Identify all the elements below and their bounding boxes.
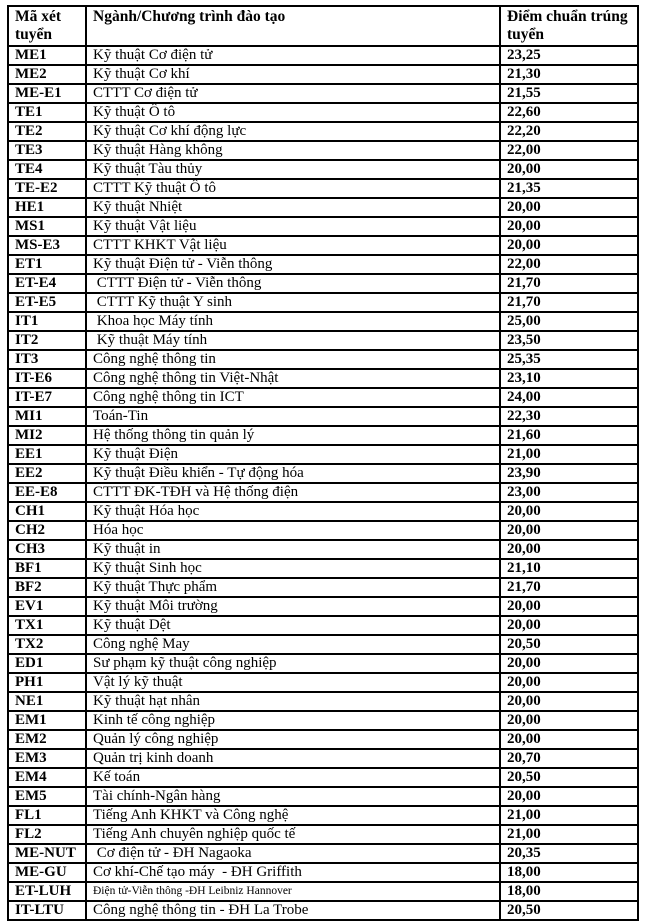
row-program-cell: CTTT ĐK-TĐH và Hệ thống điện [86,483,500,502]
row-code-cell: BF2 [8,578,86,597]
table-row [8,198,638,217]
row-program-cell: Kỹ thuật Điện [86,445,500,464]
row-score-cell: 18,00 [500,882,638,901]
row-score-cell: 20,50 [500,768,638,787]
row-score-cell: 20,00 [500,502,638,521]
row-program-cell: Cơ khí-Chế tạo máy - ĐH Griffith [86,863,500,882]
table-body [8,46,638,920]
row-code-cell: TE4 [8,160,86,179]
row-score-cell: 24,00 [500,388,638,407]
table-row [8,502,638,521]
row-code-cell: EM5 [8,787,86,806]
row-program-cell: Hệ thống thông tin quản lý [86,426,500,445]
table-row [8,103,638,122]
row-score-cell: 22,30 [500,407,638,426]
table-row [8,768,638,787]
row-program-cell: CTTT KHKT Vật liệu [86,236,500,255]
table-row [8,711,638,730]
table-row [8,236,638,255]
row-code-cell: CH3 [8,540,86,559]
row-code-cell: IT-E6 [8,369,86,388]
row-code-cell: ET-E5 [8,293,86,312]
table-row [8,217,638,236]
row-program-cell: Kỹ thuật Điện tử - Viễn thông [86,255,500,274]
table-row [8,863,638,882]
row-code-cell: ET-E4 [8,274,86,293]
row-code-cell: MS1 [8,217,86,236]
row-code-cell: FL2 [8,825,86,844]
row-score-cell: 23,50 [500,331,638,350]
table-row [8,844,638,863]
row-program-cell: Kỹ thuật in [86,540,500,559]
table-row [8,540,638,559]
row-program-cell: Kỹ thuật Máy tính [86,331,500,350]
row-score-cell: 22,00 [500,141,638,160]
table-row [8,749,638,768]
row-program-cell: CTTT Kỹ thuật Y sinh [86,293,500,312]
row-program-cell: Kỹ thuật Hóa học [86,502,500,521]
row-program-cell: Kỹ thuật Nhiệt [86,198,500,217]
row-code-cell: EM1 [8,711,86,730]
table-row [8,787,638,806]
row-code-cell: EE1 [8,445,86,464]
table-row [8,46,638,65]
row-code-cell: CH2 [8,521,86,540]
row-code-cell: EE2 [8,464,86,483]
row-score-cell: 21,60 [500,426,638,445]
row-program-cell: Kinh tế công nghiệp [86,711,500,730]
row-code-cell: MI1 [8,407,86,426]
table-row [8,559,638,578]
table-row [8,331,638,350]
table-row [8,616,638,635]
row-code-cell: MI2 [8,426,86,445]
row-program-cell: CTTT Cơ điện tử [86,84,500,103]
row-program-cell: Công nghệ thông tin ICT [86,388,500,407]
table-row [8,274,638,293]
row-score-cell: 20,35 [500,844,638,863]
row-program-cell: Kỹ thuật Tàu thủy [86,160,500,179]
row-score-cell: 21,55 [500,84,638,103]
row-code-cell: ED1 [8,654,86,673]
table-row [8,369,638,388]
table-row [8,597,638,616]
row-score-cell: 23,00 [500,483,638,502]
row-code-cell: FL1 [8,806,86,825]
row-code-cell: TX1 [8,616,86,635]
row-program-cell: Kỹ thuật Hàng không [86,141,500,160]
row-program-cell: Cơ điện tử - ĐH Nagaoka [86,844,500,863]
row-code-cell: ET1 [8,255,86,274]
row-code-cell: TE2 [8,122,86,141]
row-program-cell: Kỹ thuật Vật liệu [86,217,500,236]
row-code-cell: CH1 [8,502,86,521]
row-score-cell: 21,35 [500,179,638,198]
row-score-cell: 22,60 [500,103,638,122]
row-score-cell: 20,00 [500,597,638,616]
row-score-cell: 20,00 [500,616,638,635]
table-row [8,692,638,711]
table-row [8,901,638,920]
row-score-cell: 21,10 [500,559,638,578]
row-program-cell: Kỹ thuật Điều khiển - Tự động hóa [86,464,500,483]
table-row [8,141,638,160]
row-score-cell: 20,00 [500,217,638,236]
row-program-cell: Kỹ thuật Ô tô [86,103,500,122]
row-score-cell: 20,00 [500,787,638,806]
table-row [8,445,638,464]
row-program-cell: Tài chính-Ngân hàng [86,787,500,806]
col-header-score: Điểm chuẩn trúng tuyển [500,6,638,46]
row-code-cell: EM3 [8,749,86,768]
row-code-cell: IT-E7 [8,388,86,407]
table-row [8,464,638,483]
row-program-cell: Công nghệ thông tin - ĐH La Trobe [86,901,500,920]
row-program-cell: Kỹ thuật Cơ khí động lực [86,122,500,141]
row-score-cell: 20,00 [500,711,638,730]
row-score-cell: 21,00 [500,445,638,464]
row-code-cell: ME2 [8,65,86,84]
table-row [8,825,638,844]
row-program-cell: Kỹ thuật Thực phẩm [86,578,500,597]
row-code-cell: BF1 [8,559,86,578]
row-code-cell: ME-NUT [8,844,86,863]
table-row [8,730,638,749]
row-score-cell: 20,00 [500,198,638,217]
table-row [8,654,638,673]
header-row [8,6,638,46]
admission-scores-table [7,5,639,921]
row-score-cell: 21,00 [500,825,638,844]
table-row [8,521,638,540]
row-score-cell: 21,70 [500,274,638,293]
row-score-cell: 21,30 [500,65,638,84]
table-row [8,407,638,426]
row-code-cell: HE1 [8,198,86,217]
table-row [8,160,638,179]
row-score-cell: 21,70 [500,578,638,597]
row-score-cell: 23,10 [500,369,638,388]
col-header-program: Ngành/Chương trình đào tạo [86,6,500,46]
table-row [8,179,638,198]
row-score-cell: 22,00 [500,255,638,274]
row-code-cell: TE-E2 [8,179,86,198]
row-code-cell: TE3 [8,141,86,160]
table-row [8,293,638,312]
row-program-cell: Vật lý kỹ thuật [86,673,500,692]
row-score-cell: 20,00 [500,730,638,749]
row-code-cell: IT-LTU [8,901,86,920]
row-score-cell: 20,00 [500,540,638,559]
row-score-cell: 21,00 [500,806,638,825]
row-program-cell: Hóa học [86,521,500,540]
row-program-cell: Kỹ thuật Sinh học [86,559,500,578]
row-score-cell: 23,25 [500,46,638,65]
row-program-cell: Kỹ thuật Cơ khí [86,65,500,84]
row-code-cell: PH1 [8,673,86,692]
row-program-cell: Công nghệ thông tin [86,350,500,369]
table-row [8,673,638,692]
table-row [8,84,638,103]
row-code-cell: ME-E1 [8,84,86,103]
table-row [8,255,638,274]
row-program-cell: Quản lý công nghiệp [86,730,500,749]
row-score-cell: 20,00 [500,236,638,255]
table-row [8,635,638,654]
row-code-cell: EV1 [8,597,86,616]
row-score-cell: 20,00 [500,521,638,540]
table-row [8,388,638,407]
row-code-cell: IT3 [8,350,86,369]
col-header-code: Mã xét tuyển [8,6,86,46]
table-row [8,483,638,502]
table-row [8,350,638,369]
row-code-cell: MS-E3 [8,236,86,255]
row-score-cell: 20,70 [500,749,638,768]
row-score-cell: 22,20 [500,122,638,141]
table-row [8,312,638,331]
row-score-cell: 25,35 [500,350,638,369]
row-score-cell: 20,50 [500,635,638,654]
row-code-cell: IT1 [8,312,86,331]
row-program-cell: Công nghệ thông tin Việt-Nhật [86,369,500,388]
row-program-cell: Điện tử-Viễn thông -ĐH Leibniz Hannover [86,882,500,901]
row-score-cell: 18,00 [500,863,638,882]
table-row [8,578,638,597]
row-score-cell: 25,00 [500,312,638,331]
row-score-cell: 20,50 [500,901,638,920]
table-row [8,122,638,141]
row-score-cell: 20,00 [500,673,638,692]
table-row [8,65,638,84]
row-program-cell: Sư phạm kỹ thuật công nghiệp [86,654,500,673]
row-program-cell: Kỹ thuật hạt nhân [86,692,500,711]
table-row [8,882,638,901]
row-program-cell: CTTT Điện tử - Viễn thông [86,274,500,293]
row-code-cell: EM2 [8,730,86,749]
row-program-cell: Kế toán [86,768,500,787]
row-code-cell: TX2 [8,635,86,654]
row-program-cell: Toán-Tin [86,407,500,426]
row-program-cell: Tiếng Anh KHKT và Công nghệ [86,806,500,825]
row-score-cell: 20,00 [500,692,638,711]
row-program-cell: Kỹ thuật Cơ điện tử [86,46,500,65]
row-program-cell: Công nghệ May [86,635,500,654]
row-score-cell: 20,00 [500,654,638,673]
row-code-cell: ME1 [8,46,86,65]
row-code-cell: EM4 [8,768,86,787]
row-code-cell: ME-GU [8,863,86,882]
row-program-cell: Kỹ thuật Dệt [86,616,500,635]
row-code-cell: EE-E8 [8,483,86,502]
row-program-cell: Tiếng Anh chuyên nghiệp quốc tế [86,825,500,844]
row-code-cell: IT2 [8,331,86,350]
row-score-cell: 23,90 [500,464,638,483]
row-code-cell: TE1 [8,103,86,122]
row-program-cell: Kỹ thuật Môi trường [86,597,500,616]
row-program-cell: CTTT Kỹ thuật Ô tô [86,179,500,198]
row-program-cell: Khoa học Máy tính [86,312,500,331]
table-row [8,806,638,825]
row-score-cell: 21,70 [500,293,638,312]
row-code-cell: NE1 [8,692,86,711]
row-score-cell: 20,00 [500,160,638,179]
table-row [8,426,638,445]
row-code-cell: ET-LUH [8,882,86,901]
row-program-cell: Quản trị kinh doanh [86,749,500,768]
